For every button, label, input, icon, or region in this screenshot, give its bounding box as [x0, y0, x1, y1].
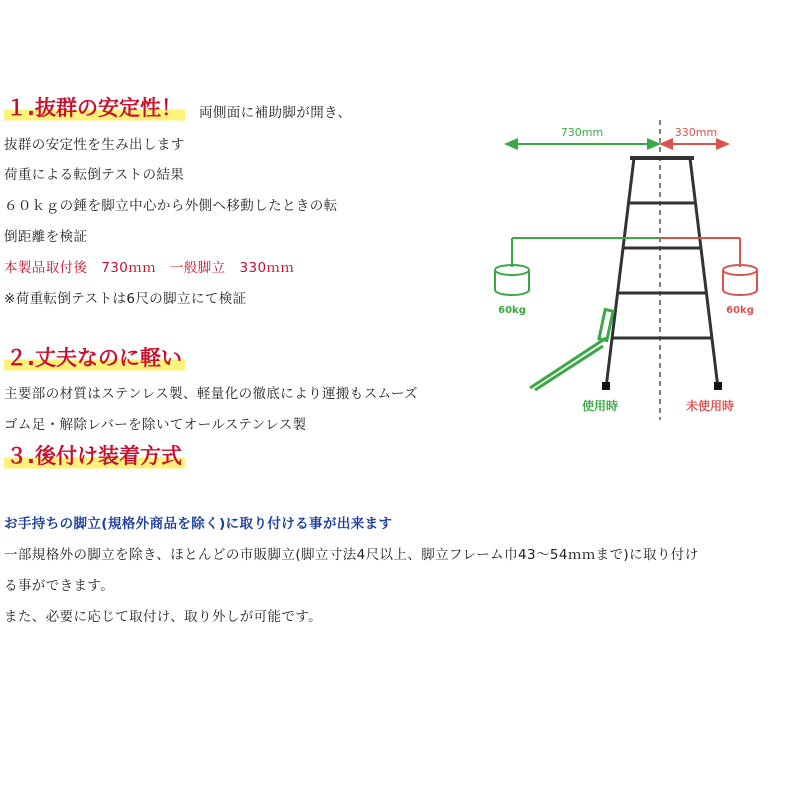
section1-result-line: 本製品取付後 730ｍｍ 一般脚立 330ｍｍ: [4, 260, 295, 276]
weight-left: [495, 265, 529, 295]
weight-left-label: 60kg: [498, 305, 526, 316]
section3-line-2: る事ができます。: [4, 578, 115, 594]
weight-right-label: 60kg: [726, 305, 754, 316]
section3-line-1: 一部規格外の脚立を除き、ほとんどの市販脚立(脚立寸法4尺以上、脚立フレーム巾43～54ｍｍまで)に取り付け: [4, 547, 699, 563]
label-not-in-use: 未使用時: [685, 399, 735, 413]
auxiliary-leg: [530, 309, 613, 390]
section1-line-4: 倒距離を検証: [4, 229, 88, 245]
dim-right-label: 330mm: [674, 126, 718, 139]
section1-line-1: 抜群の安定性を生み出します: [4, 137, 185, 153]
section1-line-3: ６０ｋｇの錘を脚立中心から外側へ移動したときの転: [4, 198, 338, 214]
section3-subheading: お手持ちの脚立(規格外商品を除く)に取り付ける事が出来ます: [4, 516, 393, 532]
section2-line-2: ゴム足・解除レバーを除いてオールステンレス製: [4, 417, 307, 433]
section3-line-3: また、必要に応じて取付け、取り外しが可能です。: [4, 609, 323, 625]
section2-line-1: 主要部の材質はステンレス製、軽量化の徹底により運搬もスムーズ: [4, 386, 418, 402]
section1-line-2: 荷重による転倒テストの結果: [4, 167, 185, 183]
ladder-foot-right: [714, 382, 722, 390]
section2-heading: ２.丈夫なのに軽い: [4, 344, 185, 372]
dim-left-label: 730mm: [560, 126, 604, 139]
weight-right: [723, 265, 757, 295]
section1-note: ※荷重転倒テストは6尺の脚立にて検証: [4, 291, 247, 307]
label-in-use: 使用時: [581, 399, 619, 413]
section1-heading: １.抜群の安定性！: [4, 94, 185, 122]
section1-heading-tail: 両側面に補助脚が開き、: [199, 105, 352, 121]
ladder-foot-left: [602, 382, 610, 390]
tip-over-test-diagram: [490, 110, 780, 425]
section3-heading: ３.後付け装着方式: [4, 442, 185, 470]
ladder: [606, 158, 718, 388]
